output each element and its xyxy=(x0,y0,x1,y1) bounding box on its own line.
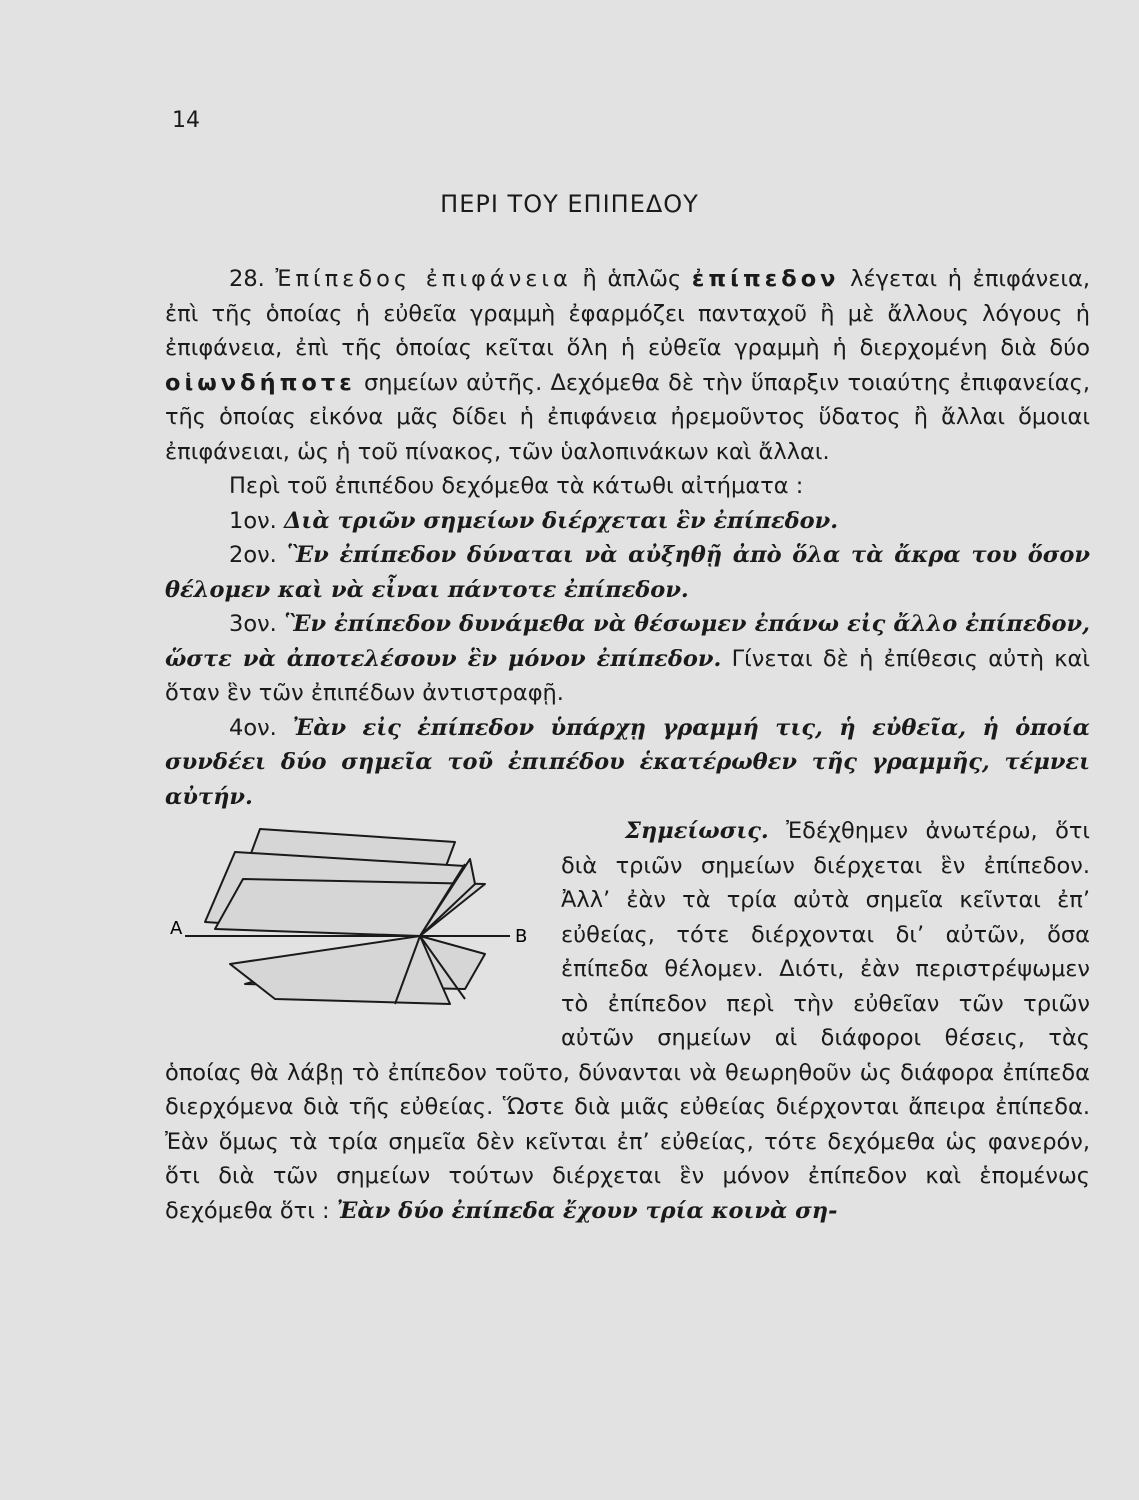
page-number: 14 xyxy=(172,108,200,133)
section-title: ΠΕΡΙ ΤΟΥ ΕΠΙΠΕΔΟΥ xyxy=(440,190,699,218)
term-oiondipote: οἱωνδήποτε xyxy=(165,369,356,396)
postulate-text: Διὰ τριῶν σημείων διέρχεται ἓν ἐπίπεδον. xyxy=(283,507,839,534)
definition-text-2: σημείων αὐτῆς. Δεχόμεθα δὲ τὴν ὕπαρξιν τοιαύτης ἐπιφανείας, τῆς ὁποίας εἰκόνα μᾶς δίδει ἡ ἐπιφάνεια ἠρεμοῦντος ὕδατος ἢ ἄλλαι ὅμοιαι ἐπιφάνειαι, ὡς ἡ τοῦ πίνακος, τῶν ὑαλοπινάκων καὶ ἄλλαι. xyxy=(165,369,1090,465)
postulate-2 xyxy=(165,538,1090,607)
planes-figure-svg xyxy=(165,814,555,1022)
planes-through-line-figure xyxy=(165,814,555,1022)
postulate-4 xyxy=(165,711,1090,815)
postulate-number: 1ον. xyxy=(229,507,277,534)
postulate-1 xyxy=(165,504,1090,539)
postulate-text: Ἓν ἐπίπεδον δύναται νὰ αὐξηθῇ ἀπὸ ὅλα τὰ ἄκρα του ὅσον θέλομεν καὶ νὰ εἶναι πάντοτε ἐπίπεδον. xyxy=(165,542,1091,603)
postulate-3 xyxy=(165,607,1090,711)
note-emphasis: Ἐὰν δύο ἐπίπεδα ἔχουν τρία κοινὰ ση- xyxy=(336,1197,838,1224)
body-text xyxy=(165,262,1090,1228)
connective-text: ἢ ἁπλῶς xyxy=(582,266,682,292)
note-heading: Σημείωσις. xyxy=(625,818,769,844)
label-b: B xyxy=(515,926,528,947)
paragraph-number: 28. xyxy=(229,266,265,292)
note-paragraph xyxy=(165,814,1090,1228)
term-epipedos-epifaneia: Ἐπίπεδος ἐπιφάνεια xyxy=(275,266,572,292)
postulate-number: 3ον. xyxy=(229,611,277,637)
label-a: A xyxy=(170,918,183,939)
postulate-text: Ἐὰν εἰς ἐπίπεδον ὑπάρχῃ γραμμή τις, ἡ εὐθεῖα, ἡ ὁποία συνδέει δύο σημεῖα τοῦ ἐπιπέδου ἑκατέρωθεν τῆς γραμμῆς, τέμνει αὐτήν. xyxy=(165,714,1090,810)
note-text: Ἐδέχθημεν ἀνωτέρω, ὅτι διὰ τριῶν σημείων διέρχεται ἓν ἐπίπεδον. Ἀλλ’ ἐὰν τὰ τρία αὐτὰ σημεῖα κεῖνται ἐπ’ εὐθείας, τότε διέρχονται δι’ αὐτῶν, ὅσα ἐπίπεδα θέλομεν. Διότι, ἐὰν περιστρέψωμεν τὸ ἐπίπεδον περὶ τὴν εὐθεῖαν τῶν τριῶν αὐτῶν σημείων αἱ διάφοροι θέσεις, τὰς ὁποίας θὰ λάβῃ τὸ ἐπίπεδον τοῦτο, δύνανται νὰ θεωρηθοῦν ὡς διάφορα ἐπίπεδα διερχόμενα διὰ τῆς εὐθείας. Ὥστε διὰ μιᾶς εὐθείας διέρχονται ἄπειρα ἐπίπεδα. Ἐὰν ὅμως τὰ τρία σημεῖα δὲν κεῖνται ἐπ’ εὐθείας, τότε δεχόμεθα ὡς φανερόν, ὅτι διὰ τῶν σημείων τούτων διέρχεται ἓν μόνον ἐπίπεδον καὶ ἑπομένως δεχόμεθα ὅτι : xyxy=(165,818,1090,1224)
postulates-intro: Περὶ τοῦ ἐπιπέδου δεχόμεθα τὰ κάτωθι αἰτήματα : xyxy=(229,473,804,499)
term-epipedon: ἐπίπεδον xyxy=(691,266,840,292)
postulate-number: 4ον. xyxy=(229,714,277,741)
paragraph-28 xyxy=(165,262,1090,469)
postulate-text: Ἓν ἐπίπεδον δυνάμεθα νὰ θέσωμεν ἐπάνω εἰς ἄλλο ἐπίπεδον, ὥστε νὰ ἀποτελέσουν ἓν μόνον ἐπίπεδον. xyxy=(165,611,1090,672)
postulate-number: 2ον. xyxy=(229,542,277,568)
postulate-tail: Γίνεται δὲ ἡ ἐπίθεσις αὐτὴ καὶ ὅταν ἓν τῶν ἐπιπέδων ἀντιστραφῇ. xyxy=(165,645,1090,706)
definition-text: λέγεται ἡ ἐπιφάνεια, ἐπὶ τῆς ὁποίας ἡ εὐθεῖα γραμμὴ ἐφαρμόζει πανταχοῦ ἢ μὲ ἄλλους λόγους ἡ ἐπιφάνεια, ἐπὶ τῆς ὁποίας κεῖται ὅλη ἡ εὐθεῖα γραμμὴ ἡ διερχομένη διὰ δύο xyxy=(165,266,1091,361)
